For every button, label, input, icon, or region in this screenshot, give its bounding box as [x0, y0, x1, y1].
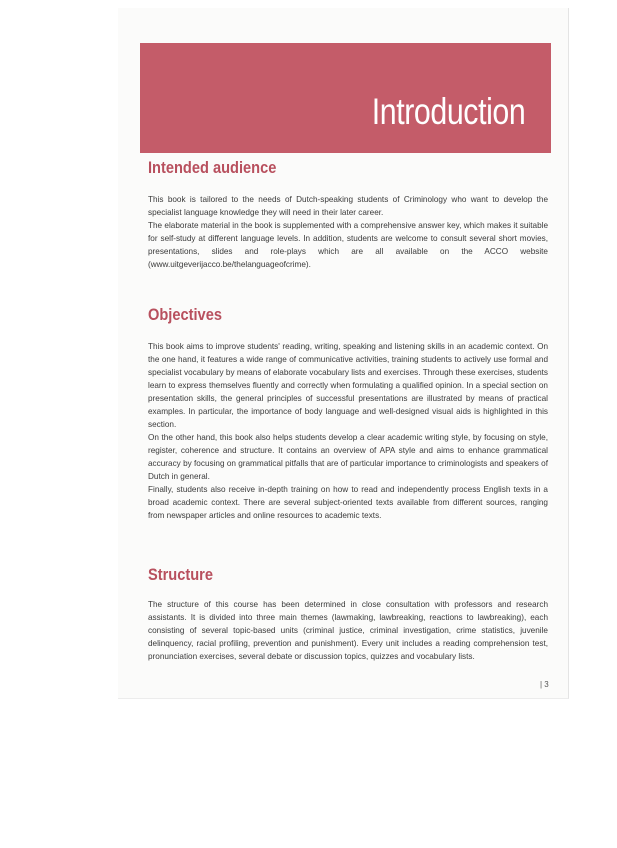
section-heading-structure: Structure	[148, 565, 213, 584]
section-body-structure	[148, 598, 548, 663]
page-number: | 3	[540, 680, 549, 689]
paragraph: The elaborate material in the book is supplemented with a comprehensive answer key, which makes it suitable for self-study at different language levels. In addition, students are welcome to consult several short movies, presentations, slides and role-plays which are all available on the ACCO website (www.uitgeverijacco.be/thelanguageofcrime).	[148, 221, 548, 269]
paragraph: This book is tailored to the needs of Dutch-speaking students of Criminology who want to develop the specialist language knowledge they will need in their later career.	[148, 195, 548, 217]
section-body-intended-audience	[148, 193, 548, 271]
section-heading-objectives: Objectives	[148, 305, 222, 324]
paragraph: The structure of this course has been determined in close consultation with professors and research assistants. It is divided into three main themes (lawmaking, lawbreaking, reactions to lawbreaking), each consisting of several topic-based units (criminal justice, criminal investigation, crime statistics, juvenile delinquency, racial profiling, prevention and punishment). Every unit includes a reading comprehension test, pronunciation exercises, several debate or discussion topics, quizzes and vocabulary lists.	[148, 600, 548, 661]
page-title: Introduction	[371, 91, 525, 132]
section-body-objectives	[148, 340, 548, 522]
title-banner	[140, 43, 551, 153]
paragraph: Finally, students also receive in-depth training on how to read and independently process English texts in a broad academic context. There are several subject-oriented texts available from different sources, ranging from newspaper articles and online resources to academic texts.	[148, 485, 548, 520]
section-heading-intended-audience: Intended audience	[148, 158, 277, 177]
paragraph: On the other hand, this book also helps students develop a clear academic writing style, by focusing on style, register, coherence and structure. It contains an overview of APA style and aims to enhance grammatical accuracy by focusing on grammatical pitfalls that are of particular importance to criminologists and speakers of Dutch in general.	[148, 433, 548, 481]
paragraph: This book aims to improve students' reading, writing, speaking and listening skills in an academic context. On the one hand, it features a wide range of communicative activities, training students to actively use formal and specialist vocabulary by means of elaborate vocabulary lists and exercises. Through these exercises, students learn to express themselves fluently and correctly when formulating a qualified opinion. In a special section on presentation skills, the general principles of successful presentations are illustrated by means of practical examples. In particular, the importance of body language and well-designed visual aids is highlighted in this section.	[148, 342, 548, 429]
